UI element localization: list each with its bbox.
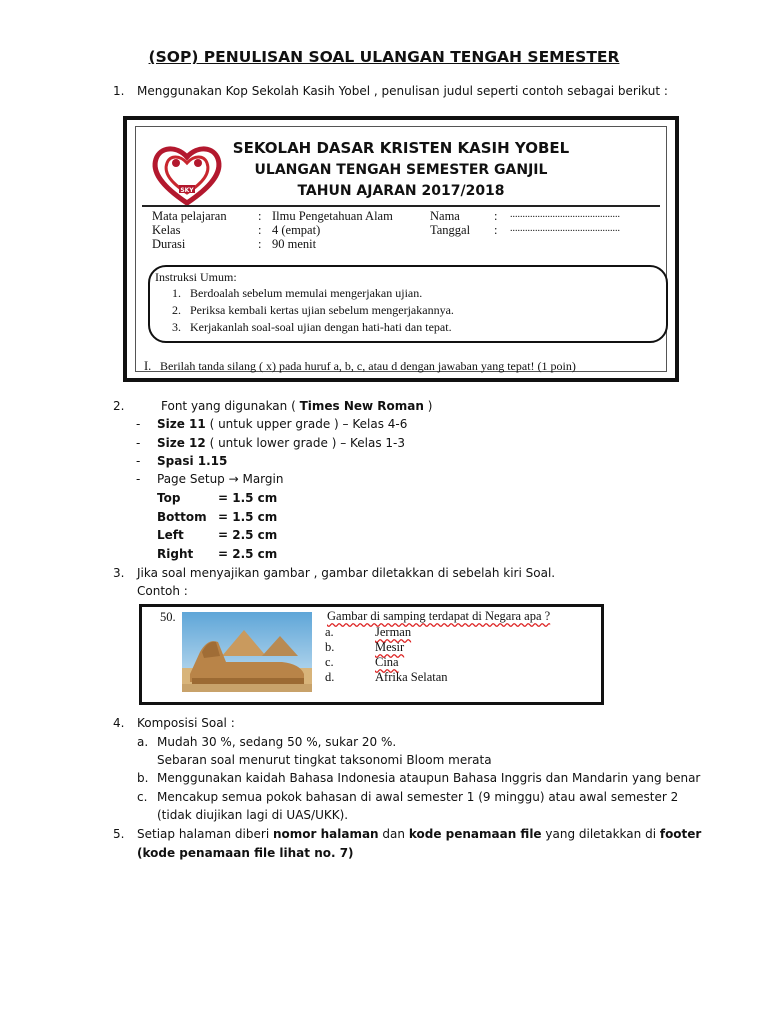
item-5-text: Setiap halaman diberi nomor halaman dan kode penamaan file yang diletakkan di footer — [137, 827, 702, 841]
academic-year: TAHUN AJARAN 2017/2018 — [297, 183, 505, 199]
school-header-example — [123, 116, 679, 382]
item-number: 4. — [113, 716, 125, 730]
item-4a-text-2: Sebaran soal menurut tingkat taksonomi Bloom merata — [157, 753, 492, 767]
item-4b-text: Menggunakan kaidah Bahasa Indonesia ataupun Bahasa Inggris dan Mandarin yang benar — [157, 771, 701, 785]
page-setup-line: Page Setup → Margin — [157, 472, 284, 486]
option-letter: b. — [325, 640, 335, 654]
instruction-text: Periksa kembali kertas ujian sebelum mengerjakannya. — [190, 303, 454, 317]
margin-value: = 2.5 cm — [218, 528, 278, 542]
sub-item-letter: a. — [137, 735, 149, 749]
instruction-number: 2. — [172, 303, 181, 317]
option-letter: d. — [325, 670, 335, 684]
field-label: Nama — [430, 209, 460, 223]
field-value: 4 (empat) — [272, 223, 321, 237]
option-text: Cina — [375, 655, 399, 669]
margin-value: = 1.5 cm — [218, 491, 278, 505]
header-divider — [142, 205, 660, 207]
option-text: Afrika Selatan — [375, 670, 448, 684]
field-value: ............................................ — [510, 223, 620, 234]
instructions-box — [148, 265, 668, 343]
option-letter: c. — [325, 655, 334, 669]
size-12-line: Size 12 ( untuk lower grade ) – Kelas 1-3 — [157, 436, 406, 450]
sub-item-letter: c. — [137, 790, 148, 804]
option-text: Mesir — [375, 640, 405, 654]
example-label: Contoh : — [137, 584, 188, 598]
spacing-line: Spasi 1.15 — [157, 454, 228, 468]
field-colon: : — [494, 223, 498, 237]
section-instruction: Berilah tanda silang ( x) pada huruf a, b, c, atau d dengan jawaban yang tepat! (1 poin) — [160, 359, 576, 373]
page-title: (SOP) PENULISAN SOAL ULANGAN TENGAH SEMESTER — [148, 48, 620, 66]
item-number: 3. — [113, 566, 125, 580]
margin-key: Right — [157, 547, 194, 561]
margin-key: Left — [157, 528, 184, 542]
field-value: 90 menit — [272, 237, 317, 251]
item-number: 1. — [113, 84, 125, 98]
field-value: Ilmu Pengetahuan Alam — [272, 209, 393, 223]
question-example-box — [139, 604, 604, 705]
item-4a-text: Mudah 30 %, sedang 50 %, sukar 20 %. — [157, 735, 397, 749]
field-label: Kelas — [152, 223, 181, 237]
item-4-heading: Komposisi Soal : — [137, 716, 235, 730]
field-label: Tanggal — [430, 223, 471, 237]
section-number: I. — [144, 359, 152, 373]
field-colon: : — [258, 209, 262, 223]
school-name: SEKOLAH DASAR KRISTEN KASIH YOBEL — [232, 139, 570, 157]
margin-value: = 2.5 cm — [218, 547, 278, 561]
item-5-text-2: (kode penamaan file lihat no. 7) — [137, 846, 354, 860]
item-number: 2. — [113, 399, 125, 413]
list-dash: - — [136, 417, 141, 431]
item-4c-text: Mencakup semua pokok bahasan di awal semester 1 (9 minggu) atau awal semester 2 — [157, 790, 679, 804]
sub-item-letter: b. — [137, 771, 149, 785]
list-dash: - — [136, 454, 141, 468]
field-value: ............................................ — [510, 209, 620, 220]
sphinx-image — [182, 612, 312, 692]
font-line: Font yang digunakan ( Times New Roman ) — [161, 399, 433, 413]
header-inner-frame — [135, 126, 667, 372]
item-4c-text-2: (tidak diujikan lagi di UAS/UKK). — [157, 808, 349, 822]
field-colon: : — [258, 237, 262, 251]
logo-text: SKY — [180, 187, 194, 194]
list-dash: - — [136, 472, 141, 486]
option-letter: a. — [325, 625, 334, 639]
field-colon: : — [494, 209, 498, 223]
exam-name: ULANGAN TENGAH SEMESTER GANJIL — [254, 162, 548, 178]
field-label: Durasi — [152, 237, 186, 251]
list-dash: - — [136, 436, 141, 450]
instruction-number: 1. — [172, 286, 181, 300]
instruction-number: 3. — [172, 320, 181, 334]
question-number: 50. — [160, 610, 176, 624]
field-label: Mata pelajaran — [152, 209, 227, 223]
size-11-line: Size 11 ( untuk upper grade ) – Kelas 4-6 — [157, 417, 408, 431]
question-text: Gambar di samping terdapat di Negara apa ? — [327, 609, 551, 623]
instruction-text: Berdoalah sebelum memulai mengerjakan ujian. — [190, 286, 423, 300]
margin-key: Top — [157, 491, 181, 505]
instructions-title: Instruksi Umum: — [155, 270, 237, 284]
field-colon: : — [258, 223, 262, 237]
instruction-text: Kerjakanlah soal-soal ujian dengan hati-hati dan tepat. — [190, 320, 452, 334]
item-1-text: Menggunakan Kop Sekolah Kasih Yobel , penulisan judul seperti contoh sebagai berikut : — [137, 84, 668, 98]
option-text: Jerman — [375, 625, 412, 639]
item-number: 5. — [113, 827, 125, 841]
margin-value: = 1.5 cm — [218, 510, 278, 524]
margin-key: Bottom — [157, 510, 207, 524]
item-3-text: Jika soal menyajikan gambar , gambar diletakkan di sebelah kiri Soal. — [137, 566, 556, 580]
